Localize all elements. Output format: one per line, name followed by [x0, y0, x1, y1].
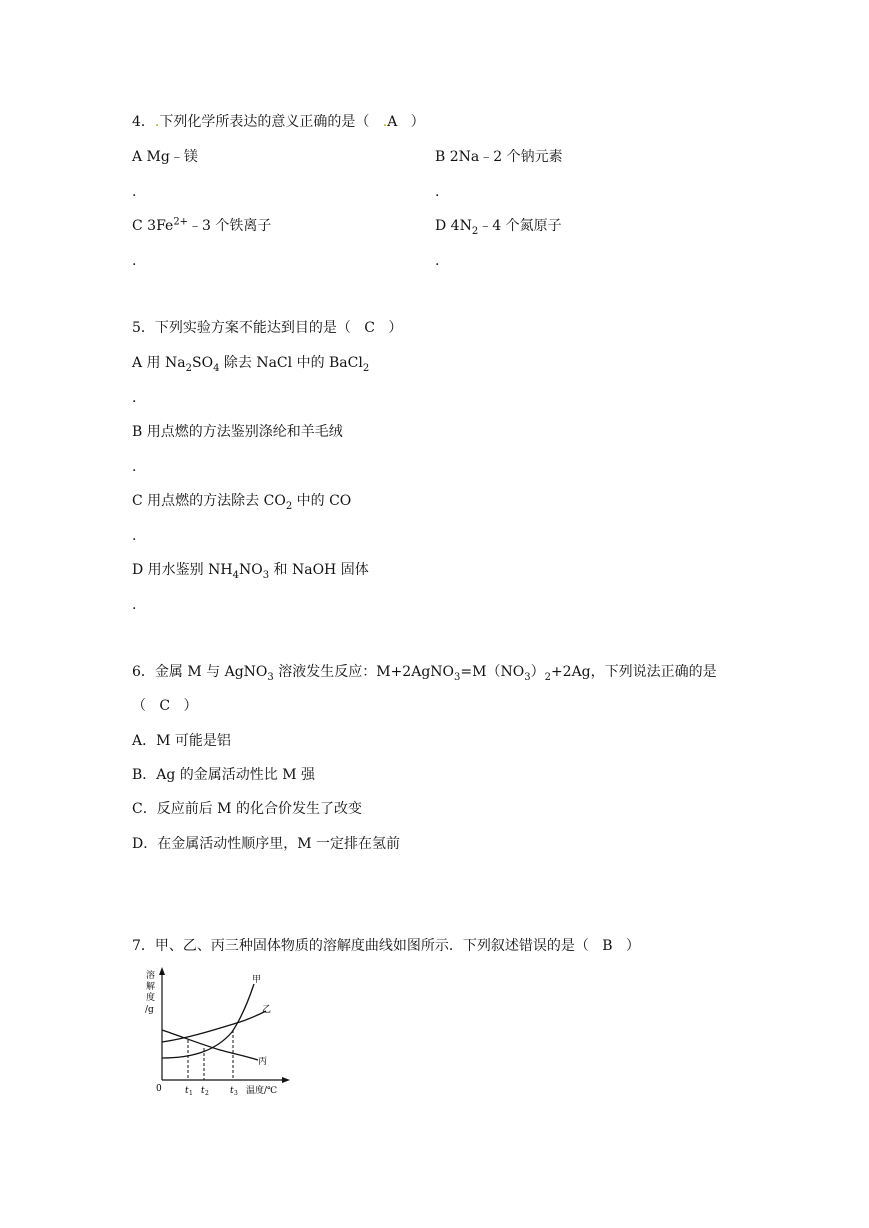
q4-answer: A — [387, 114, 398, 130]
q6-answer: C — [159, 698, 171, 714]
q4-option-b: B 2Na﹣2 个钠元素 — [435, 149, 563, 165]
q6-stem-part: ） — [530, 664, 545, 680]
x-axis-arrow — [282, 1077, 290, 1083]
q6-option-c: C．反应前后 M 的化合价发生了改变 — [132, 801, 362, 817]
q5-stem-text: 5．下列实验方案不能达到目的是（ — [132, 320, 351, 336]
q5-option-b-dot: . — [132, 459, 137, 475]
q5-option-c — [132, 491, 351, 511]
q6-stem-sub: 3 — [267, 671, 274, 683]
y-label-4: /g — [145, 1005, 154, 1015]
y-label-2: 解 — [146, 982, 156, 992]
q4-d-sub: 2 — [471, 225, 479, 237]
stray-mark: . — [382, 114, 388, 130]
curve-bing — [162, 1030, 258, 1060]
label-bing: 丙 — [258, 1057, 268, 1067]
q5-d-part: NO — [238, 562, 263, 578]
q4-option-a: A Mg﹣镁 — [132, 149, 198, 165]
q5-d-part: 和 NaOH 固体 — [269, 562, 369, 578]
q6-option-b: B．Ag 的金属活动性比 M 强 — [132, 767, 316, 783]
q6-open: （ — [132, 698, 146, 714]
q5-c-part: 中的 CO — [292, 493, 352, 509]
q6-stem-part: +2Ag，下列说法正确的是 — [550, 664, 717, 680]
curve-yi — [162, 1011, 266, 1042]
q4-stem — [132, 112, 425, 132]
q4-c-pre: C 3Fe — [132, 218, 174, 234]
q4-d-pre: D 4N — [435, 218, 472, 234]
y-label-3: 度 — [146, 993, 156, 1003]
curve-jia — [162, 984, 254, 1058]
q4-c-sup: 2+ — [173, 216, 189, 228]
q4-close: ） — [410, 114, 425, 130]
q5-a-sub: 2 — [185, 362, 192, 374]
q6-option-a: A．M 可能是铝 — [132, 733, 231, 749]
q6-stem-part: 溶液发生反应：M+2AgNO — [273, 664, 455, 680]
q4-option-c-dot: . — [132, 253, 137, 269]
q4-option-c — [132, 216, 271, 236]
q5-option-d — [132, 560, 369, 580]
stray-mark: . — [154, 114, 160, 130]
q4-number: 4． — [132, 114, 155, 130]
q6-stem-part: =M（NO — [460, 664, 525, 680]
q6-option-d: D．在金属活动性顺序里，M 一定排在氢前 — [132, 836, 401, 852]
q5-d-sub: 3 — [262, 569, 270, 581]
solubility-graph — [140, 962, 300, 1102]
q7-close: ） — [625, 938, 640, 954]
q6-stem-sub: 2 — [544, 671, 551, 683]
q5-option-c-dot: . — [132, 528, 137, 544]
t2-sub: 2 — [205, 1090, 209, 1097]
t2-label: t — [201, 1086, 205, 1096]
q6-stem-part: 6．金属 M 与 AgNO — [132, 664, 268, 680]
q6-close: ） — [183, 698, 198, 714]
q7-stem — [132, 936, 640, 956]
q5-option-b: B 用点燃的方法鉴别涤纶和羊毛绒 — [132, 424, 343, 440]
q5-a-sub: 4 — [213, 362, 220, 374]
q5-c-part: C 用点燃的方法除去 CO — [132, 493, 286, 509]
q4-d-post: ﹣4 个氮原子 — [478, 218, 562, 234]
q7-answer: B — [602, 938, 613, 954]
q6-stem — [132, 662, 717, 682]
q6-stem-sub: 3 — [454, 671, 461, 683]
y-axis-arrow — [159, 967, 165, 975]
q5-a-part: 除去 NaCl 中的 BaCl — [219, 355, 363, 371]
origin-label: 0 — [156, 1084, 162, 1094]
q4-c-post: ﹣3 个铁离子 — [188, 218, 272, 234]
q5-d-part: D 用水鉴别 NH — [132, 562, 233, 578]
q5-a-part: A 用 Na — [132, 355, 186, 371]
q5-c-sub: 2 — [285, 500, 293, 512]
q5-d-sub: 4 — [232, 569, 239, 581]
q5-a-part: SO — [191, 355, 214, 371]
y-label-1: 溶 — [146, 971, 156, 981]
q5-close: ） — [388, 320, 403, 336]
q7-stem-text: 7．甲、乙、丙三种固体物质的溶解度曲线如图所示．下列叙述错误的是（ — [132, 938, 589, 954]
x-label: 温度/℃ — [246, 1086, 278, 1096]
q5-option-d-dot: . — [132, 597, 137, 613]
q4-option-d — [435, 216, 562, 236]
q5-a-sub: 2 — [362, 362, 370, 374]
q5-option-a — [132, 353, 369, 373]
q5-option-a-dot: . — [132, 390, 137, 406]
q4-stem-text: 下列化学所表达的意义正确的是（ — [159, 114, 370, 130]
q6-stem-sub: 3 — [524, 671, 531, 683]
t1-sub: 1 — [189, 1090, 193, 1097]
q4-option-a-dot: . — [132, 184, 137, 200]
label-jia: 甲 — [252, 975, 262, 985]
t3-sub: 3 — [234, 1090, 238, 1097]
t3-label: t — [230, 1086, 234, 1096]
q5-answer: C — [364, 320, 375, 336]
q4-option-d-dot: . — [435, 253, 440, 269]
t1-label: t — [185, 1086, 189, 1096]
q6-stem-line2 — [132, 696, 197, 716]
q5-stem — [132, 318, 402, 338]
q4-option-b-dot: . — [435, 184, 440, 200]
label-yi: 乙 — [262, 1005, 272, 1015]
